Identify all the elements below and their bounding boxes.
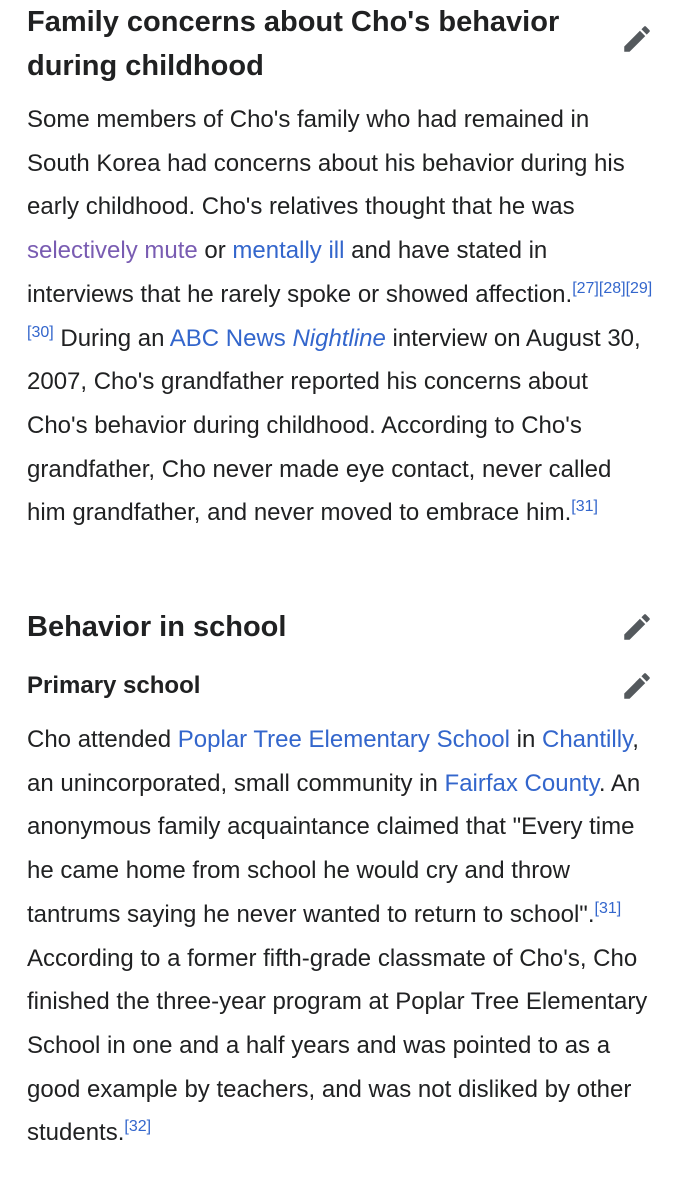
paragraph [27,718,654,1155]
citation-28 [599,280,626,297]
section-heading: Behavior in school [27,611,287,643]
text-run: interview on August 30, 2007, Cho's grandfather reported his concerns about Cho's behavior during childhood. According to Cho's grandfather, Cho never made eye contact, never called him grandfather, and never moved to embrace him. [27,324,641,527]
section-heading: Family concerns about Cho's behavior during childhood [27,6,560,82]
link-fairfax-county[interactable]: Fairfax County [444,769,599,797]
link-abc-news-nightline[interactable] [170,325,386,352]
text-run: During an [53,324,170,352]
text-run: and have stated in interviews that he rarely spoke or showed affection. [27,237,573,308]
link-mentally-ill[interactable]: mentally ill [232,237,345,265]
text-run: , an unincorporated, small community in [27,726,639,797]
citation-32 [124,1118,151,1135]
citation-30 [27,324,54,341]
link-chantilly[interactable]: Chantilly [541,726,633,753]
section-family-concerns [27,0,654,535]
section-primary-school [27,668,654,1155]
citation-link[interactable]: [30] [27,323,54,341]
link-text-italic: Nightline [292,324,386,352]
text-run: in [509,726,542,753]
link-poplar-tree-elementary-school[interactable]: Poplar Tree Elementary School [177,726,510,753]
subsection-heading: Primary school [27,672,201,699]
text-run: or [197,237,233,265]
text-run: Some members of Cho's family who had remained in South Korea had concerns about his behavior during his early childhood. Cho's relatives thought that he was [27,106,625,221]
citation-link[interactable]: [31] [594,899,622,917]
text-run: According to a former fifth-grade classmate of Cho's, Cho finished the three-year program at Poplar Tree Elementary School in one and a half years and was pointed to as a good example by teachers, and was not disliked by other students. [27,944,648,1147]
citation-link[interactable]: [31] [571,498,598,516]
citation-29 [626,280,653,297]
citation-link[interactable]: [28] [598,279,626,297]
link-text: ABC News [169,324,293,352]
citation-31 [595,900,622,917]
citation-link[interactable]: [27] [572,279,599,297]
citation-link[interactable]: [29] [625,279,653,297]
citation-27 [572,280,599,297]
heading-row [27,605,654,649]
citation-link[interactable]: [32] [124,1118,152,1136]
text-run: . An anonymous family acquaintance claimed that "Every time he came home from school he would cry and throw tantrums saying he never wanted to return to school". [27,769,641,928]
heading-row [27,668,654,704]
heading-row [27,0,654,88]
text-run: Cho attended [27,726,178,753]
link-selectively-mute[interactable]: selectively mute [27,237,198,265]
pencil-icon[interactable] [620,610,654,644]
paragraph [27,98,654,535]
section-behavior-in-school [27,605,654,649]
citation-31 [571,498,598,515]
pencil-icon[interactable] [620,22,654,56]
pencil-icon[interactable] [620,669,654,703]
